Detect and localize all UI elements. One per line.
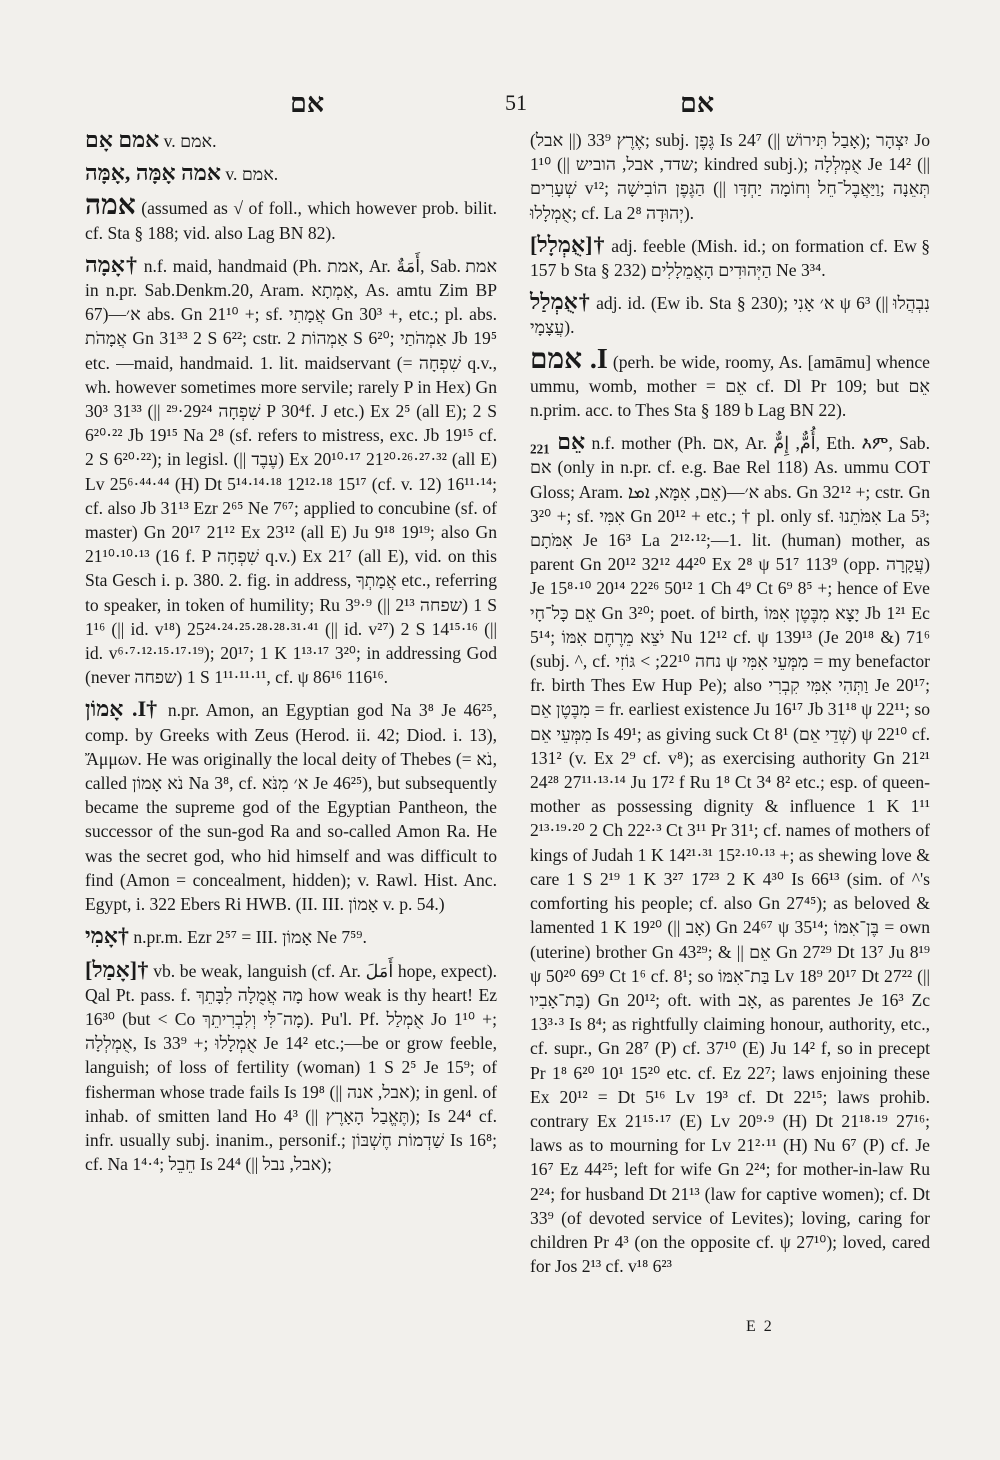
headword: אמה bbox=[85, 190, 136, 222]
entry-amah-maid bbox=[85, 253, 497, 690]
headword: אמם אָם bbox=[85, 127, 160, 152]
entry-text: (assumed as √ of foll., which however prob. bilit. cf. Sta § 188; vid. also Lag BN 82). bbox=[85, 198, 497, 243]
entry-umlal-adj bbox=[530, 233, 930, 282]
entry-text: n.pr.m. Ezr 2⁵⁷ = III. אָמוֹן Ne 7⁵⁹. bbox=[133, 927, 367, 948]
entry-amon-god bbox=[85, 697, 497, 916]
headword: I. אמם bbox=[530, 343, 608, 375]
entry-ammah-cross-ref bbox=[85, 161, 497, 186]
entry-text: v. אמם. bbox=[163, 131, 217, 151]
running-head-left: אם bbox=[290, 88, 325, 119]
headword: †אָמִי bbox=[85, 923, 129, 949]
headword: †[אֻמְלָל] bbox=[530, 231, 606, 257]
entry-text: n.pr. Amon, an Egyptian god Na 3⁸ Je 46²⁵, comp. by Greeks with Zeus (Herod. ii. 42; Diod. i. 13), Ἄμμων. He was originally the local deity of Thebes (= נֹא, called נֹא אָמוֹן Na 3⁸, cf. א׳ מִנֹּא Je 46²⁵), but subsequently became the supreme god of the Egyptian Pantheon, the successor of the sun-god Ra and so-called Amon Ra. He was the secret god, who hid himself and was difficult to find (Amon = concealment, hidden); v. Rawl. Hist. Anc. Egypt, i. 322 Ebers Ri HWB. (II. III. אָמוֹן v. p. 54.) bbox=[85, 700, 497, 915]
running-head-right: אם bbox=[680, 88, 715, 119]
right-column bbox=[530, 128, 930, 1278]
entry-text: vb. be weak, languish (cf. Ar. أَمَلَ hope, expect). Qal Pt. pass. f. מָה אֲמֻלָה לִבָּתֵךְ how weak is thy heart! Ez 16³⁰ (but < Co מָה־לִּי וְלִבְרִיתֵךְ). Pu'l. Pf. אֻמְלַל Jo 1¹⁰ +; אֻמְלְלָה, Is 33⁹ +; אֻמְלָלוּ Je 14² etc.;—be or grow feeble, languish; of loss of fertility (woman) 1 S 2⁵ Je 15⁹; of fisherman whose trade fails Is 19⁸ (|| אבל, אנה); in genl. of inhab. of smitten land Ho 4³ (|| תֶּאֱבַל הָאָרֶץ); Is 24⁴ cf. infr. usually subj. inanim., personif.; שַׁדְמוֹת חֶשְׁבּוֹן Is 16⁸; cf. Na 1⁴·⁴; חֵבֵל Is 24⁴ (|| אבל, נבל); bbox=[85, 960, 498, 1175]
headword: †I. אָמוֹן bbox=[85, 696, 161, 722]
headword: †אֻמְלַל bbox=[530, 289, 591, 315]
entry-amh-root bbox=[85, 190, 497, 244]
entry-amal-continued bbox=[530, 128, 930, 225]
entry-amm-root-I bbox=[530, 343, 930, 423]
entry-ami-name bbox=[85, 924, 497, 949]
left-column bbox=[85, 128, 497, 1176]
headword: †[אָמַל] bbox=[85, 956, 149, 982]
entry-text: (perh. be wide, roomy, As. [amāmu] whence ummu, womb, mother = אֵם cf. Dl Pr 109; but אֵם n.prim. acc. to Thes Sta § 189 b Lag BN 22). bbox=[530, 351, 930, 421]
headword: אֵם ₂₂₁ bbox=[530, 429, 586, 455]
running-head bbox=[0, 88, 1000, 124]
entry-amal-verb bbox=[85, 958, 497, 1177]
entry-amm-cross-ref bbox=[85, 128, 497, 153]
entry-text: adj. id. (Ew ib. Sta § 230); א׳ אָנִי ψ 6³ (|| נִבְהֲלוּ עֲצָמָי). bbox=[530, 293, 930, 338]
entry-text: n.f. maid, handmaid (Ph. אמת, Ar. أَمَةٌ, Sab. אמת in n.pr. Sab.Denkm.20, Aram. אַמְתָא, As. amtu Zim BP 67)—א׳ abs. Gn 21¹⁰ +; sf. אֲמָתִי Gn 30³ +, etc.; pl. abs. אֲמָהֹת Gn 31³³ 2 S 6²²; cstr. אַמְהוֹת 2 S 6²⁰; אַמְהֹתַי Jb 19⁵ etc. —maid, handmaid. 1. lit. maidservant (= שִׁפְחָה q.v., wh. however sometimes more servile; rarely P in Hex) Gn 30³ 31³³ (|| שִׁפְחָה 29²⁴·²⁹ P 30⁴f. J etc.) Ex 2⁵ (all E); 2 S 6²⁰·²² Jb 19¹⁵ Na 2⁸ (sf. refers to mistress, exc. Jb 19¹⁵ cf. 2 S 6²⁰·²²); in legisl. (|| עֶבֶד) Ex 20¹⁰·¹⁷ 21²⁰·²⁶·²⁷·³² (all E) Lv 25⁶·⁴⁴·⁴⁴ (H) Dt 5¹⁴·¹⁴·¹⁸ 12¹²·¹⁸ 15¹⁷ (cf. v. 12) 16¹¹·¹⁴; cf. also Jb 31¹³ Ezr 2⁶⁵ Ne 7⁶⁷; applied to concubine (sf. of master) Gn 20¹⁷ 21¹² Ex 23¹² (all E) Ju 9¹⁸ 19¹⁹; also Gn 21¹⁰·¹⁰·¹³ (16 f. P שִׁפְחָה q.v.) Ex 21⁷ (all E), vid. on this Sta Gesch i. p. 380. 2. fig. in address, אֲמָתְךָ etc., referring to speaker, in token of humility; Ru 3⁹·⁹ (|| שפחה 2¹³) 1 S 1¹⁶ (|| id. v¹⁸) 25²⁴·²⁴·²⁵·²⁸·²⁸·³¹·⁴¹ (|| id. v²⁷) 2 S 14¹⁵·¹⁶ (|| id. v⁶·⁷·¹²·¹⁵·¹⁷·¹⁹); 20¹⁷; 1 K 1¹³·¹⁷ 3²⁰; in addressing God (never שפחה) 1 S 1¹¹·¹¹·¹¹, cf. ψ 86¹⁶ 116¹⁶. bbox=[85, 255, 498, 688]
entry-text: n.f. mother (Ph. אם, Ar. أُمٌّ, إِمٌّ, Eth. እም, Sab. אם (only in n.pr. cf. e.g. Bae Rel 118) As. ummu COT Gloss; Aram. אֵם, אִמָּא, ܐܡܐ)—א׳ abs. Gn 32¹² +; cstr. Gn 3²⁰ +; sf. אִמִּי Gn 20¹² + etc.; † pl. only sf. אִמֹּתֵנוּ La 5³; אִמֹּתָם Je 16³ La 2¹²·¹²;—1. lit. (human) mother, as parent Gn 20¹² 32¹² 44²⁰ Ex 2⁸ ψ 51⁷ 113⁹ (opp. עֲקָרָה) Je 15⁸·¹⁰ 20¹⁴ 22²⁶ 50¹² 1 Ch 4⁹ Ct 6⁹ 8⁵ +; hence of Eve אֵם כָּל־חָי Gn 3²⁰; poet. of birth, יָצָא מִבֶּטֶן אִמּוֹ Jb 1²¹ Ec 5¹⁴; יֹצֵא מֵרֶחֶם אִמּוֹ Nu 12¹² cf. ψ 139¹³ (Je 20¹⁸ &) 71⁶ (subj. ^, cf. נחה 22¹⁰; > גּוֹזִי ψ מִמְּעֵי אִמִּי = my benefactor fr. birth Thes Ew Hup Pe); also וַתְּהִי אִמִּי קִבְרִי Je 20¹⁷; מִבֶּטֶן אֵם = fr. earliest existence Ju 16¹⁷ Jb 31¹⁸ ψ 22¹¹; so מִמְּעֵי אֵם Is 49¹; as giving suck Ct 8¹ (שְׁדֵי אֵם) ψ 22¹⁰ cf. 131² (v. Ex 2⁹ cf. v⁸); as exercising authority Gn 21²¹ 24²⁸ 27¹¹·¹³·¹⁴ Ju 17² f Ru 1⁸ Ct 3⁴ 8² etc.; esp. of queen-mother as possessing dignity & influence 1 K 1¹¹ 2¹³·¹⁹·²⁰ 2 Ch 22²·³ Ct 3¹¹ Pr 31¹; cf. names of mothers of kings of Judah 1 K 14²¹·³¹ 15²·¹⁰·¹³ +; as shewing love & care 1 S 2¹⁹ 1 K 3²⁷ 17²³ 2 K 4³⁰ Is 66¹³ (sim. of ^'s comforting his people; cf. also Gn 27⁴⁵); as beloved & lamented 1 K 19²⁰ (|| אָב) Gn 24⁶⁷ ψ 35¹⁴; בֶּן־אִמּוֹ = own (uterine) brother Gn 43²⁹; & || אֵם Gn 27²⁹ Dt 13⁷ Ju 8¹⁹ ψ 50²⁰ 69⁹ Ct 1⁶ cf. 8¹; so בַּת־אִמּוֹ Lv 18⁹ 20¹⁷ Dt 27²² (|| בַּת־אָבִיו) Gn 20¹²; oft. with אָב, as parentes Je 16³ Zc 13³·³ Is 8⁴; as rightfully claiming honour, authority, etc., cf. supr., Gn 28⁷ (P) cf. 37¹⁰ (E) Ju 14² f, so in precept Pr 1⁸ 6²⁰ 10¹ 15²⁰ etc. cf. Ez 22⁷; laws enjoining these Ex 20¹² = Dt 5¹⁶ Lv 19³ cf. Dt 22¹⁵; laws prohib. contrary Ex 21¹⁵·¹⁷ (E) Lv 20⁹·⁹ (H) Dt 21¹⁸·¹⁹ 27¹⁶; laws as to mourning for Lv 21²·¹¹ (H) Nu 6⁷ (P) cf. Je 16⁷ Ez 44²⁵; left for wife Gn 2²⁴; for mother-in-law Ru 2²⁴; for husband Dt 21¹³ (law for captive women); cf. Dt 33⁹ (of devoted service of Levites); loving, caring for children Pr 4³ (on the opposite cf. ψ 27¹⁰); loved, cared for Jos 2¹³ cf. v¹⁸ 6²³ bbox=[530, 433, 931, 1277]
signature-mark: E 2 bbox=[746, 1318, 774, 1335]
entry-text: v. אמם. bbox=[225, 164, 279, 185]
entry-text: אֶרֶץ 33⁹ (|| אבל); subj. גֶּפֶן Is 24⁷ (|| אָבַל תִּירוֹשׁ); יִצְהָר Jo 1¹⁰ (|| שדד, אבל, הוביש; kindred subj.); אֻמְלְלָה Je 14² (|| שְׁעָרִים v¹²; הַגֶּפֶן הוֹבִישָׁה (|| תְּאֵנָה ;וַיַּאֲבֶל־חֵל וְחוֹמָה יַחְדָּו אֻמְלָלוּ; cf. La 2⁸ יְהוּדָה). bbox=[530, 130, 931, 223]
entry-text: adj. feeble (Mish. id.; on formation cf. Ew § 157 b Sta § 232) הַיְּהוּדִים הָאֲמֵלָלִים Ne 3³⁴. bbox=[530, 235, 930, 281]
entry-em-mother bbox=[530, 430, 930, 1278]
headword: †אָמָה bbox=[85, 251, 139, 277]
page-number: 51 bbox=[505, 90, 527, 115]
entry-umlal-adj-2 bbox=[530, 290, 930, 339]
headword: אמה אָמָּה ,אָמָּה bbox=[85, 160, 221, 186]
